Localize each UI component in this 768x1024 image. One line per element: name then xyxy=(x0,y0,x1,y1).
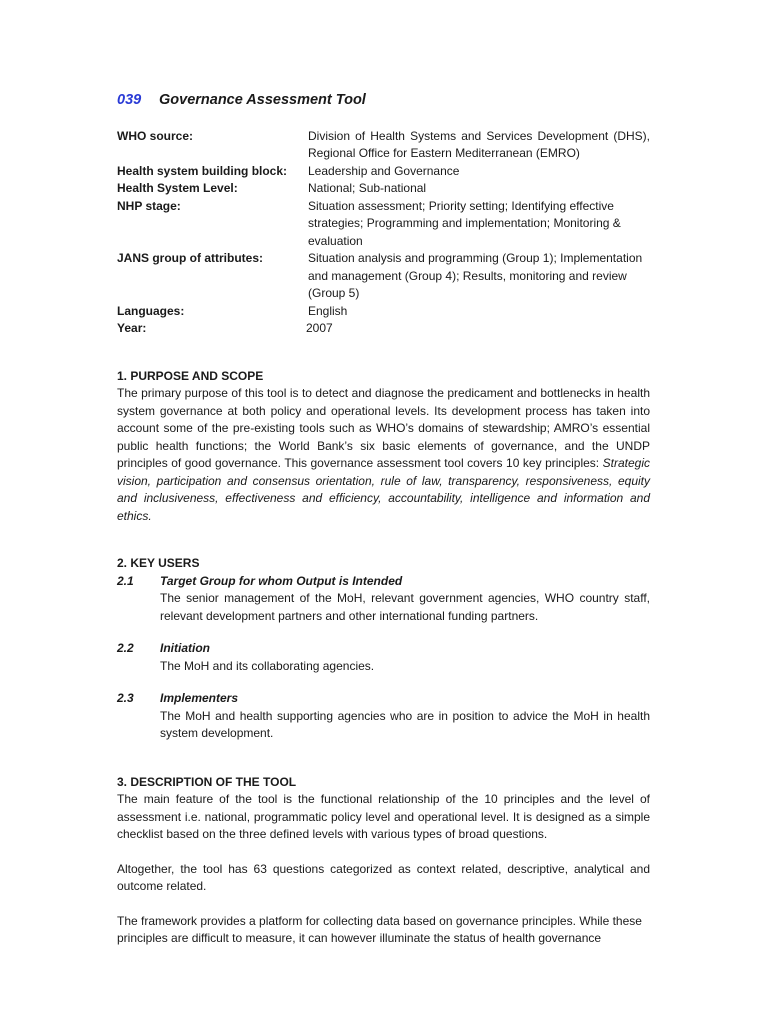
section-body xyxy=(117,385,650,525)
subsection-number: 2.3 xyxy=(117,691,134,705)
section-heading: 1. PURPOSE AND SCOPE xyxy=(117,368,264,383)
meta-row-languages xyxy=(117,303,650,321)
subsection-number: 2.1 xyxy=(117,573,134,588)
meta-key: Languages: xyxy=(117,303,185,318)
document-title xyxy=(117,92,650,110)
meta-value: 2007 xyxy=(306,321,333,335)
meta-value: Situation analysis and programming (Group 1); Implementation and management (Group 4); Results, monitoring and review (Group 5) xyxy=(308,251,643,300)
section-purpose-scope xyxy=(117,368,650,526)
section-heading: 3. DESCRIPTION OF THE TOOL xyxy=(117,774,297,789)
meta-row-nhp-stage xyxy=(117,198,650,251)
description-paragraph: The framework provides a platform for collecting data based on governance principles. While these principles are difficult to measure, it can however illuminate the status of health governance xyxy=(117,913,642,945)
subsection-body: The senior management of the MoH, relevant government agencies, WHO country staff, relevant development partners and other international funding partners. xyxy=(160,591,650,623)
tool-title: Governance Assessment Tool xyxy=(159,92,366,108)
subsection-body: The MoH and health supporting agencies who are in position to advice the MoH in health system development. xyxy=(160,708,650,740)
meta-key: NHP stage: xyxy=(117,198,181,213)
meta-row-building-block xyxy=(117,163,650,181)
document-page xyxy=(117,92,650,948)
meta-row-who-source xyxy=(117,128,650,163)
tool-number: 039 xyxy=(117,92,142,108)
meta-row-system-level xyxy=(117,180,650,198)
subsection-target-group xyxy=(117,573,650,626)
meta-value: English xyxy=(308,303,348,318)
meta-value: Division of Health Systems and Services Development (DHS), Regional Office for Eastern Mediterranean (EMRO) xyxy=(308,128,650,160)
meta-key: Year: xyxy=(117,321,147,335)
key-principles-list: Strategic vision, participation and consensus orientation, rule of law, transparency, responsiveness, equity and inclusiveness, effectiveness and efficiency, accountability, intelligence and information and ethics. xyxy=(117,456,650,523)
subsection-number: 2.2 xyxy=(117,641,134,655)
description-paragraph: The main feature of the tool is the functional relationship of the 10 principles and the level of assessment i.e. national, programmatic policy level and operational level. It is designed as a simple checklist based on the three defined levels with various types of broad questions. xyxy=(117,792,650,841)
meta-key: JANS group of attributes: xyxy=(117,251,263,265)
meta-key: Health System Level: xyxy=(117,181,238,195)
subsection-implementers xyxy=(117,690,650,743)
section-heading: 2. KEY USERS xyxy=(117,556,200,570)
meta-value: Leadership and Governance xyxy=(308,163,460,178)
metadata-table xyxy=(117,128,650,338)
section-description xyxy=(117,774,650,948)
subsection-title: Implementers xyxy=(160,691,239,705)
subsection-title: Target Group for whom Output is Intended xyxy=(160,573,403,588)
purpose-text: The primary purpose of this tool is to detect and diagnose the predicament and bottlenecks in health system governance at both policy and operational levels. Its development process has taken into account some of the pre-existing tools such as WHO’s domains of stewardship; AMRO’s essential public health functions; the World Bank’s six basic elements of governance, and the UNDP principles of good governance. This governance assessment tool covers 10 key principles: xyxy=(117,386,650,470)
meta-row-jans-group xyxy=(117,250,650,303)
section-key-users xyxy=(117,555,650,743)
meta-row-year xyxy=(117,320,650,338)
meta-key: WHO source: xyxy=(117,128,194,143)
meta-value: National; Sub-national xyxy=(308,181,427,195)
subsection-body: The MoH and its collaborating agencies. xyxy=(160,658,375,673)
subsection-title: Initiation xyxy=(160,641,210,655)
description-paragraph: Altogether, the tool has 63 questions categorized as context related, descriptive, analytical and outcome related. xyxy=(117,861,650,893)
meta-key: Health system building block: xyxy=(117,163,288,178)
subsection-initiation xyxy=(117,640,650,675)
meta-value: Situation assessment; Priority setting; Identifying effective strategies; Programming and implementation; Monitoring & evaluation xyxy=(308,198,621,248)
